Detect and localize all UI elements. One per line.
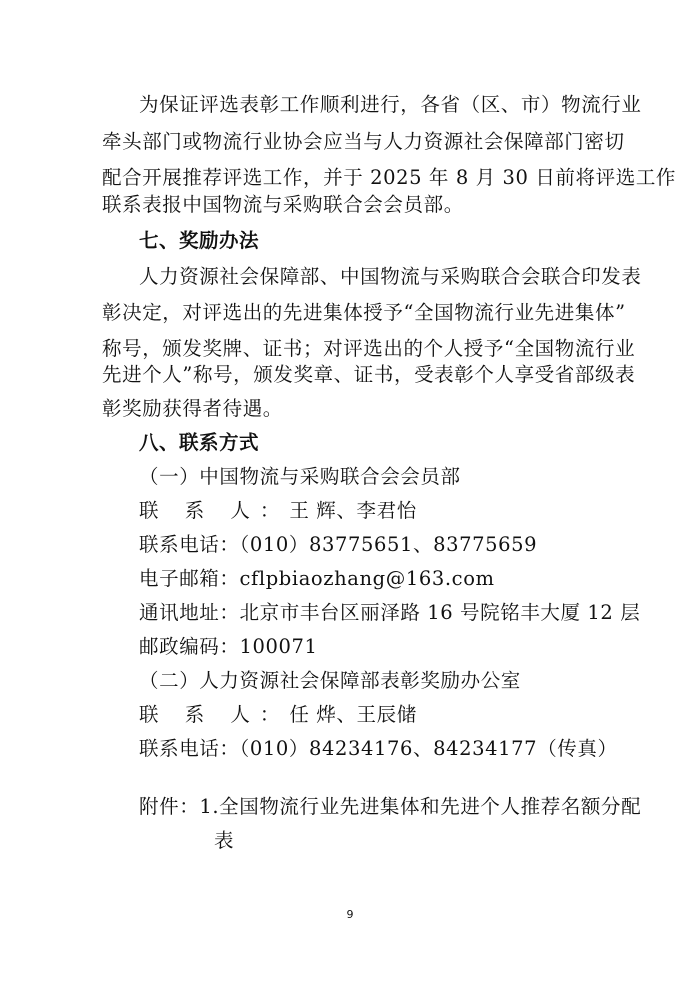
- contact-person-value: 任 烨、王辰储: [289, 703, 417, 726]
- attachment-item-continuation: 表: [214, 829, 235, 852]
- contact-address-value: 北京市丰台区丽泽路 16 号院铭丰大厦 12 层: [239, 601, 641, 624]
- attachment-label: 附件：: [139, 795, 200, 818]
- contact-address-label: 通讯地址：: [139, 601, 240, 624]
- attachment-row: [139, 792, 641, 822]
- contact-phone-label: 联系电话：: [139, 737, 240, 760]
- contact-address-row: [139, 598, 640, 628]
- contact-email-label: 电子邮箱：: [139, 567, 240, 590]
- section-heading-contact: 八、联系方式: [139, 431, 260, 454]
- contact-person-row-2: [139, 700, 417, 730]
- paragraph-line: 配合开展推荐评选工作，并于 2025 年 8 月 30 日前将评选工作: [102, 166, 677, 189]
- contact-email-value[interactable]: cflpbiaozhang@163.com: [239, 567, 495, 590]
- contact-postcode-label: 邮政编码：: [139, 635, 240, 658]
- contact-phone-value: （010）83775651、83775659: [239, 533, 538, 556]
- contact-org-2: （二）人力资源社会保障部表彰奖励办公室: [139, 669, 521, 692]
- contact-email-row: [139, 564, 495, 594]
- paragraph-line: 彰决定，对评选出的先进集体授予“全国物流行业先进集体”: [102, 301, 626, 324]
- contact-postcode-row: [139, 632, 318, 662]
- paragraph-line: 牵头部门或物流行业协会应当与人力资源社会保障部门密切: [102, 130, 625, 153]
- paragraph-line: 人力资源社会保障部、中国物流与采购联合会联合印发表: [139, 265, 642, 288]
- contact-person-label: 联 系 人：: [139, 703, 290, 726]
- paragraph-line: 彰奖励获得者待遇。: [102, 397, 283, 420]
- contact-phone-row-1: [139, 530, 537, 560]
- contact-person-row-1: [139, 496, 417, 526]
- attachment-item: 1.全国物流行业先进集体和先进个人推荐名额分配: [199, 795, 642, 818]
- section-heading-rewards: 七、奖励办法: [139, 229, 260, 252]
- contact-org-1: （一）中国物流与采购联合会会员部: [139, 465, 461, 488]
- contact-postcode-value: 100071: [239, 635, 318, 658]
- paragraph-line: 联系表报中国物流与采购联合会会员部。: [102, 193, 464, 216]
- contact-phone-row-2: [139, 734, 618, 764]
- paragraph-line: 称号，颁发奖牌、证书；对评选出的个人授予“全国物流行业: [102, 337, 636, 360]
- paragraph-line: 先进个人”称号，颁发奖章、证书，受表彰个人享受省部级表: [102, 363, 636, 386]
- contact-phone-label: 联系电话：: [139, 533, 240, 556]
- contact-person-label: 联 系 人：: [139, 499, 290, 522]
- contact-person-value: 王 辉、李君怡: [289, 499, 417, 522]
- contact-phone-value: （010）84234176、84234177（传真）: [239, 737, 618, 760]
- page-number: 9: [346, 908, 354, 921]
- paragraph-line: 为保证评选表彰工作顺利进行，各省（区、市）物流行业: [139, 93, 642, 116]
